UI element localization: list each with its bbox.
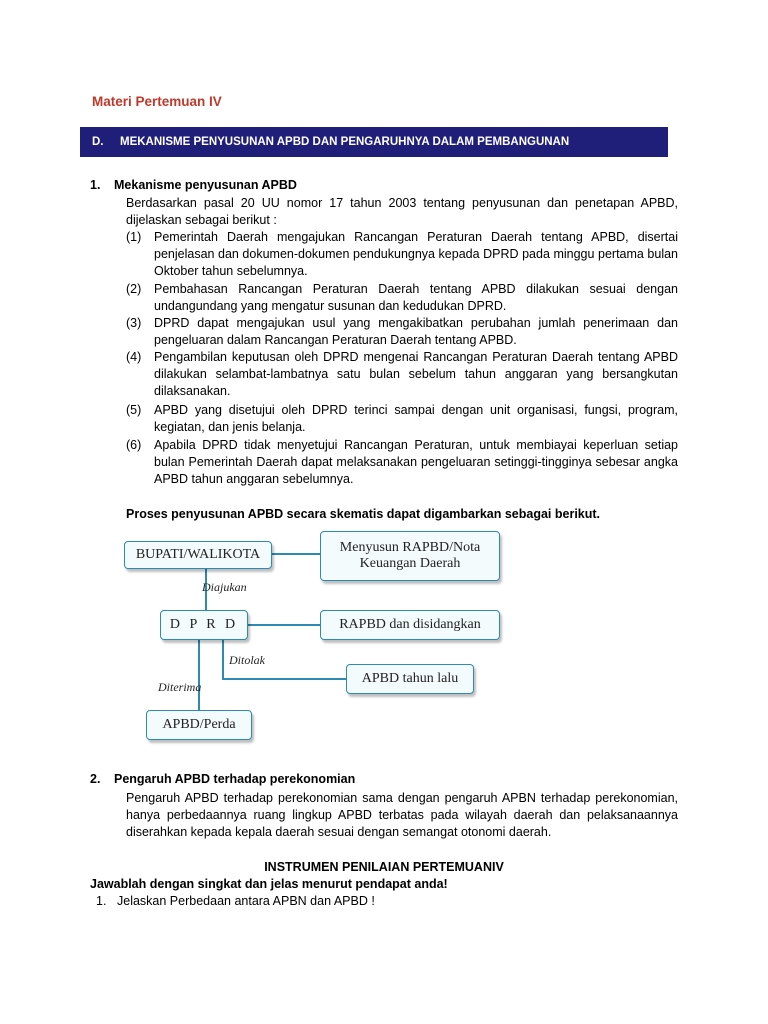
- diagram-caption: Proses penyusunan APBD secara skematis dapat digambarkan sebagai berikut.: [126, 507, 601, 521]
- connector-line: [247, 624, 322, 626]
- box-menyusun-rapbd: [320, 531, 500, 581]
- section-1-heading: Mekanisme penyusunan APBD: [114, 178, 297, 192]
- box-rapbd-disidangkan: RAPBD dan disidangkan: [320, 610, 500, 640]
- label-ditolak: Ditolak: [229, 653, 265, 667]
- box-menyusun-line-2: Keuangan Daerah: [359, 556, 461, 571]
- label-diajukan: Diajukan: [202, 580, 247, 594]
- list-item-text: Pengambilan keputusan oleh DPRD mengenai Rancangan Peraturan Daerah tentang APBD dilakukan selambat-lambatnya satu bulan sebelum tahun anggaran yang bersangkutan dilaksanakan.: [154, 350, 678, 399]
- box-apbd-tahun-lalu: APBD tahun lalu: [346, 664, 474, 694]
- section-2-heading: Pengaruh APBD terhadap perekonomian: [114, 772, 356, 786]
- section-2-text: Pengaruh APBD terhadap perekonomian sama dengan pengaruh APBN terhadap perekonomian, hanya perbedaannya ruang lingkup APBD terbatas pada wilayah daerah dan pelaksanaannya diserahkan kepada kepala daerah sesuai dengan semangat otonomi daerah.: [126, 791, 678, 839]
- list-item-key: (6): [126, 438, 142, 452]
- list-item: [126, 349, 678, 401]
- section-1-number: 1.: [90, 178, 101, 192]
- box-bupati-walikota: BUPATI/WALIKOTA: [124, 541, 272, 569]
- list-item-key: (3): [126, 316, 142, 330]
- list-item: [126, 229, 678, 281]
- list-item-text: Pembahasan Rancangan Peraturan Daerah tentang APBD dilakukan sesuai dengan undangundang yang mengatur susunan dan kedudukan DPRD.: [154, 282, 678, 314]
- list-item-text: Apabila DPRD tidak menyetujui Rancangan Peraturan, untuk membiayai keperluan setiap bulan Pemerintah Daerah dapat melaksanakan pengeluaran setinggi-tingginya sebesar angka APBD tahun anggaran sebelumnya.: [154, 438, 678, 487]
- assessment-instruction: Jawablah dengan singkat dan jelas menurut pendapat anda!: [90, 877, 448, 891]
- box-apbd-perda: APBD/Perda: [146, 710, 252, 740]
- page-title: Materi Pertemuan IV: [92, 94, 222, 109]
- assessment-title: INSTRUMEN PENILAIAN PERTEMUANIV: [264, 860, 504, 874]
- connector-line: [222, 678, 348, 680]
- banner-code: D.: [92, 136, 104, 148]
- connector-line: [222, 640, 224, 678]
- connector-line: [198, 640, 200, 712]
- connector-line: [270, 553, 322, 555]
- question-number: 1.: [96, 894, 107, 908]
- list-item-key: (4): [126, 350, 142, 364]
- list-item-key: (2): [126, 282, 142, 296]
- list-item: [126, 402, 678, 436]
- question-text: Jelaskan Perbedaan antara APBN dan APBD !: [117, 894, 375, 908]
- list-item: [126, 281, 678, 315]
- list-item-text: Pemerintah Daerah mengajukan Rancangan Peraturan Daerah tentang APBD, disertai penjelasan dan dokumen-dokumen pendukungnya kepada DPRD pada minggu pertama bulan Oktober tahun sebelumnya.: [154, 230, 678, 279]
- list-item-key: (1): [126, 230, 142, 244]
- list-item-text: APBD yang disetujui oleh DPRD terinci sampai dengan unit organisasi, fungsi, program, kegiatan, dan jenis belanja.: [154, 403, 678, 435]
- label-diterima: Diterima: [158, 680, 202, 694]
- box-dprd: D P R D: [160, 610, 248, 640]
- box-menyusun-line-1: Menyusun RAPBD/Nota: [339, 540, 481, 555]
- list-item: [126, 437, 678, 489]
- section-2-number: 2.: [90, 772, 101, 786]
- list-item-text: DPRD dapat mengajukan usul yang mengakibatkan perubahan jumlah penerimaan dan pengeluaran dalam Rancangan Peraturan Daerah tentang APBD.: [154, 316, 678, 348]
- list-item-key: (5): [126, 403, 142, 417]
- section-banner: [80, 127, 668, 157]
- banner-text: MEKANISME PENYUSUNAN APBD DAN PENGARUHNYA DALAM PEMBANGUNAN: [120, 136, 570, 148]
- section-1-intro: Berdasarkan pasal 20 UU nomor 17 tahun 2003 tentang penyusunan dan penetapan APBD, dijelaskan sebagai berikut :: [126, 196, 678, 227]
- list-item: [126, 315, 678, 349]
